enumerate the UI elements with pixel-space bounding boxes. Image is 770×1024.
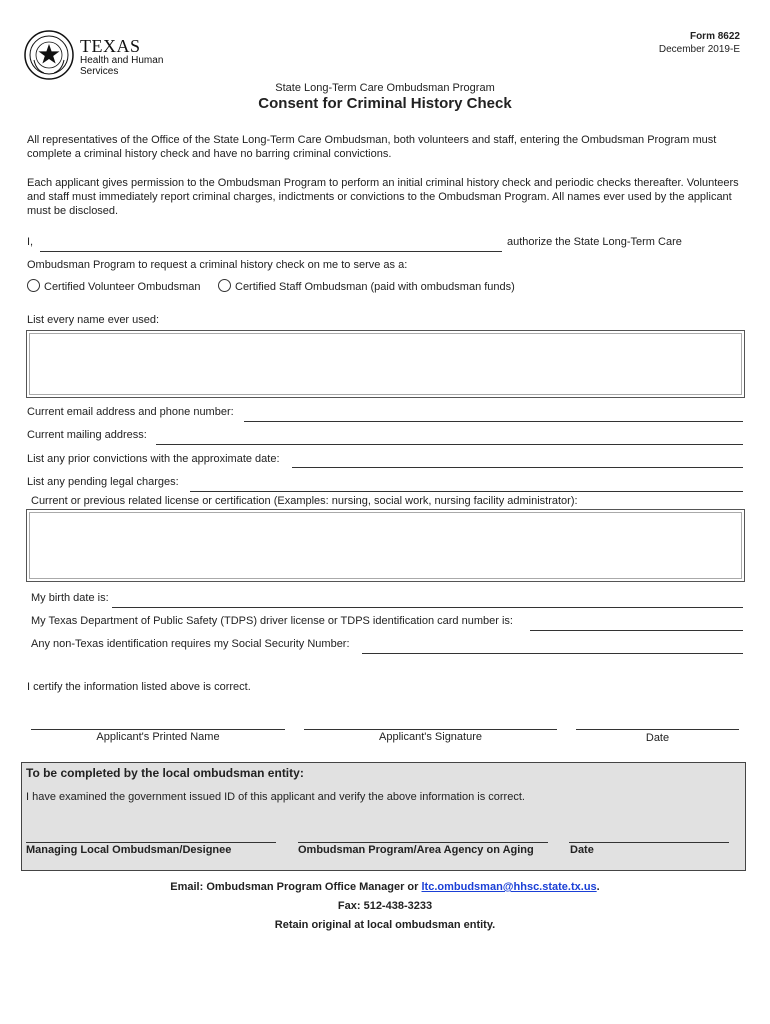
convictions-label: List any prior convictions with the approximate date: (27, 453, 280, 465)
names-label: List every name ever used: (27, 314, 160, 326)
volunteer-radio[interactable] (27, 279, 40, 292)
footer-email-prefix: Email: Ombudsman Program Office Manager or (170, 881, 422, 893)
applicant-name-input[interactable] (40, 251, 502, 252)
printed-name-label: Applicant's Printed Name (96, 731, 220, 743)
certify-statement: I certify the information listed above is correct. (27, 681, 251, 693)
staff-option-label: Certified Staff Ombudsman (paid with ombudsman funds) (235, 281, 515, 293)
designee-label: Managing Local Ombudsman/Designee (26, 844, 232, 856)
mailing-address-input[interactable] (156, 444, 743, 445)
names-textarea[interactable] (26, 330, 745, 398)
intro-paragraph-2: Each applicant gives permission to the Ombudsman Program to perform an initial criminal history check and periodic checks thereafter. Volunteers and staff must immediately report criminal charges, indictments or convictions to the Ombudsman Program. All names ever used by the applicant must be disclosed. (27, 177, 739, 217)
footer-fax: Fax: 512-438-3233 (337, 900, 433, 912)
convictions-input[interactable] (292, 467, 743, 468)
authorization-suffix: authorize the State Long-Term Care (507, 236, 682, 248)
authorization-prefix: I, (27, 236, 34, 248)
logo-subtitle-line1: Health and Human (80, 55, 164, 66)
authorization-purpose: Ombudsman Program to request a criminal history check on me to serve as a: (27, 259, 408, 271)
birth-date-input[interactable] (112, 607, 743, 608)
agency-label: Ombudsman Program/Area Agency on Aging (298, 844, 534, 856)
pending-charges-label: List any pending legal charges: (27, 476, 179, 488)
birth-date-label: My birth date is: (31, 592, 109, 604)
form-date: December 2019-E (658, 44, 740, 55)
tdps-label: My Texas Department of Public Safety (TDPS) driver license or TDPS identification card number is: (31, 615, 513, 627)
signature-label: Applicant's Signature (379, 731, 482, 743)
volunteer-option[interactable] (27, 279, 201, 294)
page-title: Consent for Criminal History Check (258, 95, 512, 112)
logo-wordmark: TEXAS (80, 36, 141, 56)
email-phone-label: Current email address and phone number: (27, 406, 234, 418)
applicant-date-line[interactable] (576, 729, 739, 730)
local-entity-heading: To be completed by the local ombudsman entity: (26, 766, 304, 780)
staff-radio[interactable] (218, 279, 231, 292)
volunteer-option-label: Certified Volunteer Ombudsman (44, 281, 201, 293)
pending-charges-input[interactable] (190, 491, 743, 492)
applicant-date-label: Date (645, 732, 670, 744)
mailing-address-label: Current mailing address: (27, 429, 147, 441)
program-name: State Long-Term Care Ombudsman Program (275, 82, 495, 94)
texas-seal-icon (24, 30, 74, 80)
intro-paragraph-1: All representatives of the Office of the State Long-Term Care Ombudsman, both volunteers and staff, entering the Ombudsman Program must complete a criminal history check and have no barring criminal convictions. (27, 134, 717, 160)
footer-email-suffix: . (596, 881, 600, 893)
logo-subtitle-line2: Services (80, 66, 119, 77)
staff-option[interactable] (218, 279, 515, 294)
local-entity-statement: I have examined the government issued ID of this applicant and verify the above information is correct. (26, 791, 525, 803)
license-textarea[interactable] (26, 509, 745, 582)
ssn-label: Any non-Texas identification requires my Social Security Number: (31, 638, 350, 650)
form-number: Form 8622 (689, 31, 740, 42)
local-date-label: Date (570, 844, 594, 856)
license-label: Current or previous related license or certification (Examples: nursing, social work, nursing facility administrator): (31, 495, 578, 507)
footer-retain: Retain original at local ombudsman entity. (274, 919, 496, 931)
ssn-input[interactable] (362, 653, 743, 654)
tdps-input[interactable] (530, 630, 743, 631)
ombudsman-email-link[interactable]: ltc.ombudsman@hhsc.state.tx.us (421, 881, 597, 893)
footer-email-line (0, 880, 770, 894)
email-phone-input[interactable] (244, 421, 743, 422)
